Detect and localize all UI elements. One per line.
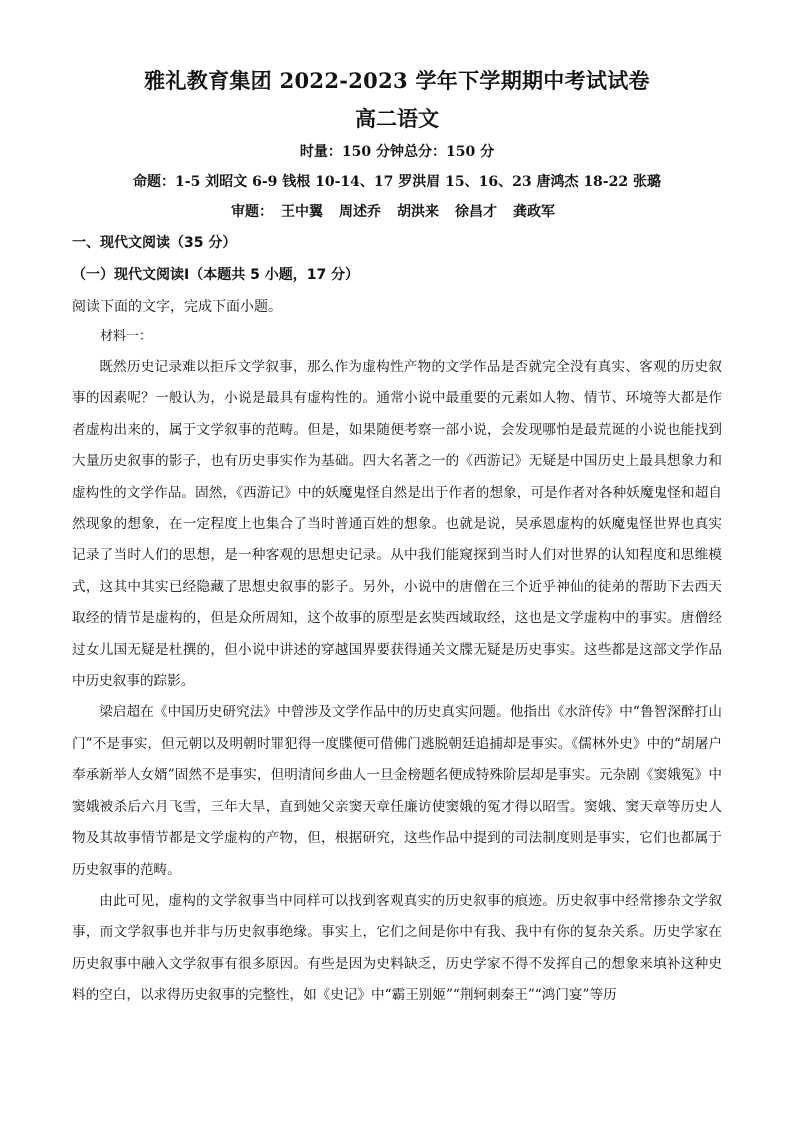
exam-title: 雅礼教育集团 2022-2023 学年下学期期中考试试卷 — [144, 68, 650, 93]
paragraph: 既然历史记录难以拒斥文学叙事，那么作为虚构性产物的文学作品是否就完全没有真实、客观的历史叙事的因素呢？一般认为，小说是最具有虚构性的。通常小说中最重要的元素如人物、情节、环境等大都是作者虚构出来的，属于文学叙事的范畴。但是，如果随便考察一部小说，会发现哪怕是最荒诞的小说也能找到大量历史叙事的影子，也有历史事实作为基础。四大名著之一的《西游记》无疑是中国历史上最具想象力和虚构性的文学作品。固然，《西游记》中的妖魔鬼怪自然是出于作者的想象，可是作者对各种妖魔鬼怪和超自然现象的想象，在一定程度上也集合了当时普通百姓的想象。也就是说，吴承恩虚构的妖魔鬼怪世界也真实记录了当时人们的思想，是一种客观的思想史记录。从中我们能窥探到当时人们对世界的认知程度和思维模式，这其中其实已经隐藏了思想史叙事的影子。另外，小说中的唐僧在三个近乎神仙的徒弟的帮助下去西天取经的情节是虚构的，但是众所周知，这个故事的原型是玄奘西域取经，这也是文学虚构中的事实。唐僧经过女儿国无疑是杜撰的，但小说中讲述的穿越国界要获得通关文牒无疑是历史事实。这些都是这部文学作品中历史叙事的踪影。 — [72, 359, 722, 690]
reviewer-name: 胡洪来 — [397, 204, 439, 220]
reviewer-name: 王中翼 — [281, 204, 323, 220]
section-heading: 一、现代文阅读（35 分） — [72, 235, 237, 251]
reviewer-name: 龚政军 — [513, 204, 555, 220]
reviewer-name: 徐昌才 — [455, 204, 497, 220]
reviewer-name: 周述乔 — [339, 204, 381, 220]
material-label: 材料一： — [100, 329, 153, 344]
paragraph: 梁启超在《中国历史研究法》中曾涉及文学作品中的历史真实问题。他指出《水浒传》中“鲁智深醉打山门”不是事实，但元朝以及明朝时罪犯得一度牒便可借佛门逃脱朝廷追捕却是事实。《儒林外史》中的“胡屠户奉承新举人女婿”固然不是事实，但明清间乡曲人一旦金榜题名便成特殊阶层却是事实。元杂剧《窦娥冤》中窦娥被杀后六月飞雪，三年大旱，直到她父亲窦天章任廉访使窦娥的冤才得以昭雪。窦娥、窦天章等历史人物及其故事情节都是文学虚构的产物，但，根据研究，这些作品中提到的司法制度则是事实，它们也都属于历史叙事的范畴。 — [72, 704, 722, 878]
paragraph: 由此可见，虚构的文学叙事当中同样可以找到客观真实的历史叙事的痕迹。历史叙事中经常掺杂文学叙事，而文学叙事也并非与历史叙事绝缘。事实上，它们之间是你中有我、我中有你的复杂关系。历史学家在历史叙事中融入文学叙事有很多原因。有些是因为史料缺乏，历史学家不得不发挥自己的想象来填补这种史料的空白，以求得历史叙事的完整性，如《史记》中“霸王别姬”“荆轲刺秦王”“鸿门宴”等历 — [72, 892, 722, 1004]
reviewers-label: 审题： — [231, 204, 273, 220]
reading-instruction: 阅读下面的文字，完成下面小题。 — [72, 299, 282, 315]
time-info: 时量：150 分钟总分：150 分 — [299, 144, 495, 160]
authors-line: 命题：1-5 刘昭文 6-9 钱根 10-14、17 罗洪眉 15、16、23 唐鸿杰 18-22 张璐 — [133, 174, 661, 190]
reviewers-line — [72, 200, 722, 224]
subject-title: 高二语文 — [355, 106, 439, 131]
subsection-heading: （一）现代文阅读Ⅰ（本题共 5 小题，17 分） — [72, 267, 360, 283]
